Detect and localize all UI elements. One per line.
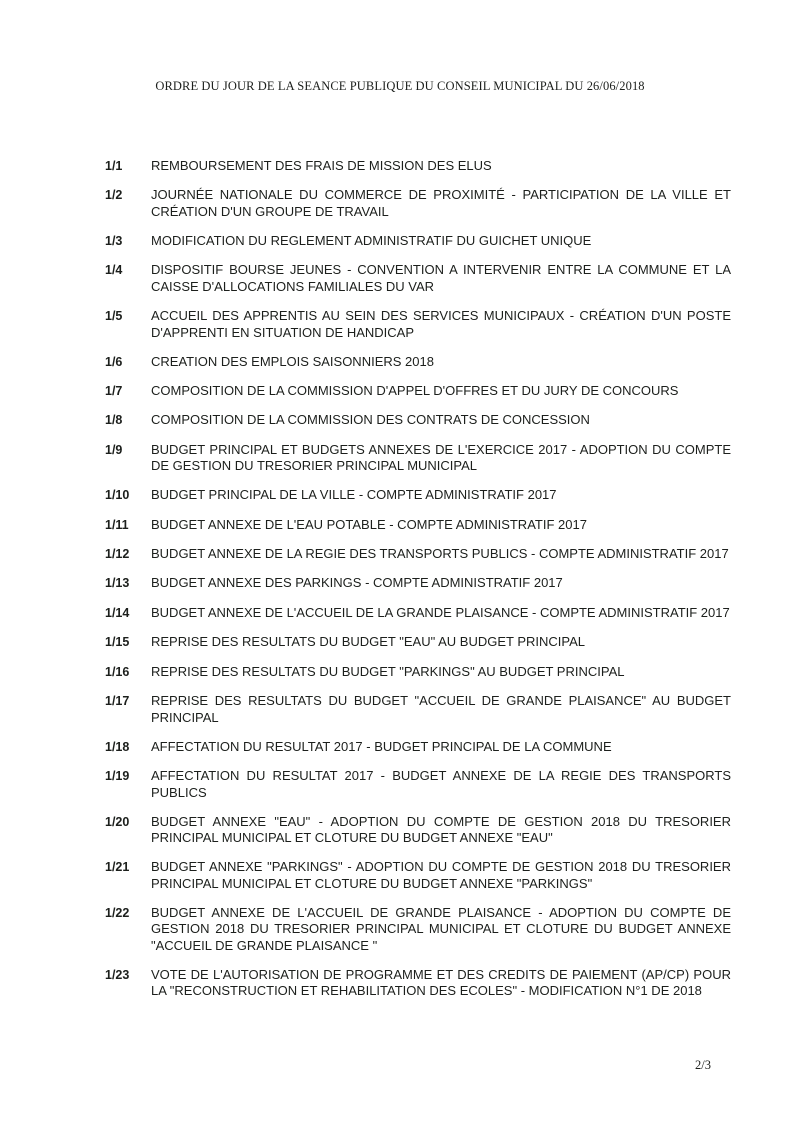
item-text: BUDGET ANNEXE DE L'EAU POTABLE - COMPTE ADMINISTRATIF 2017 — [151, 516, 587, 532]
item-text: BUDGET ANNEXE "PARKINGS" - ADOPTION DU COMPTE DE GESTION 2018 DU TRESORIER PRINCIPAL MUNICIPAL ET CLOTURE DU BUDGET ANNEXE "PARKINGS" — [151, 859, 731, 891]
item-number: 1/8 — [105, 413, 123, 428]
item-text: BUDGET ANNEXE DE L'ACCUEIL DE LA GRANDE PLAISANCE - COMPTE ADMINISTRATIF 2017 — [151, 604, 730, 620]
item-text: BUDGET PRINCIPAL ET BUDGETS ANNEXES DE L'EXERCICE 2017 - ADOPTION DU COMPTE DE GESTION DU TRESORIER PRINCIPAL MUNICIPAL — [151, 441, 731, 474]
item-number: 1/7 — [105, 383, 123, 398]
agenda-item-12 — [0, 546, 800, 563]
item-text: ACCUEIL DES APPRENTIS AU SEIN DES SERVICES MUNICIPAUX - CRÉATION D'UN POSTE D'APPRENTI EN SITUATION DE HANDICAP — [151, 307, 731, 340]
agenda-item-13 — [0, 575, 800, 592]
item-text: MODIFICATION DU REGLEMENT ADMINISTRATIF DU GUICHET UNIQUE — [151, 232, 592, 248]
agenda-item-5 — [0, 308, 800, 341]
agenda-item-10 — [0, 487, 800, 504]
item-number: 1/19 — [105, 768, 130, 783]
agenda-item-15 — [0, 634, 800, 651]
item-text: REPRISE DES RESULTATS DU BUDGET "EAU" AU BUDGET PRINCIPAL — [151, 634, 585, 650]
item-number: 1/2 — [105, 188, 123, 203]
item-number: 1/11 — [105, 517, 129, 532]
item-text: COMPOSITION DE LA COMMISSION DES CONTRATS DE CONCESSION — [151, 412, 590, 428]
agenda-item-17 — [0, 693, 800, 726]
agenda-item-2 — [0, 187, 800, 220]
item-text: JOURNÉE NATIONALE DU COMMERCE DE PROXIMITÉ - PARTICIPATION DE LA VILLE ET CRÉATION D'UN GROUPE DE TRAVAIL — [151, 187, 731, 219]
item-number: 1/15 — [105, 635, 130, 650]
agenda-item-8 — [0, 412, 800, 429]
item-number: 1/4 — [105, 263, 123, 278]
item-text: REPRISE DES RESULTATS DU BUDGET "ACCUEIL DE GRANDE PLAISANCE" AU BUDGET PRINCIPAL — [151, 693, 731, 725]
item-number: 1/1 — [105, 159, 123, 173]
item-text: AFFECTATION DU RESULTAT 2017 - BUDGET ANNEXE DE LA REGIE DES TRANSPORTS PUBLICS — [151, 767, 731, 800]
item-number: 1/23 — [105, 967, 130, 982]
item-text: REPRISE DES RESULTATS DU BUDGET "PARKINGS" AU BUDGET PRINCIPAL — [151, 663, 625, 679]
agenda-item-20 — [0, 814, 800, 847]
item-text: BUDGET ANNEXE DE LA REGIE DES TRANSPORTS PUBLICS - COMPTE ADMINISTRATIF 2017 — [151, 546, 729, 562]
item-number: 1/18 — [105, 739, 130, 754]
agenda-item-19 — [0, 768, 800, 801]
agenda-list — [0, 158, 800, 1012]
item-text: BUDGET ANNEXE DES PARKINGS - COMPTE ADMINISTRATIF 2017 — [151, 575, 563, 591]
agenda-item-9 — [0, 442, 800, 475]
agenda-item-6 — [0, 354, 800, 371]
page-number: 2/3 — [695, 1058, 711, 1072]
agenda-item-7 — [0, 383, 800, 400]
item-number: 1/13 — [105, 576, 130, 591]
item-text: BUDGET ANNEXE DE L'ACCUEIL DE GRANDE PLAISANCE - ADOPTION DU COMPTE DE GESTION 2018 DU TRESORIER PRINCIPAL MUNICIPAL ET CLOTURE DU BUDGET ANNEXE "ACCUEIL DE GRANDE PLAISANCE " — [151, 904, 731, 953]
item-number: 1/22 — [105, 905, 130, 920]
item-number: 1/5 — [105, 308, 123, 323]
agenda-item-14 — [0, 605, 800, 622]
item-number: 1/14 — [105, 605, 130, 620]
item-text: REMBOURSEMENT DES FRAIS DE MISSION DES ELUS — [151, 158, 492, 173]
agenda-item-4 — [0, 262, 800, 295]
item-number: 1/9 — [105, 442, 123, 457]
item-number: 1/10 — [105, 488, 130, 503]
item-text: DISPOSITIF BOURSE JEUNES - CONVENTION A INTERVENIR ENTRE LA COMMUNE ET LA CAISSE D'ALLOCATIONS FAMILIALES DU VAR — [151, 262, 731, 294]
agenda-item-22 — [0, 905, 800, 955]
item-text: BUDGET ANNEXE "EAU" - ADOPTION DU COMPTE DE GESTION 2018 DU TRESORIER PRINCIPAL MUNICIPAL ET CLOTURE DU BUDGET ANNEXE "EAU" — [151, 813, 731, 846]
item-number: 1/16 — [105, 664, 130, 679]
item-number: 1/17 — [105, 694, 130, 708]
agenda-item-23 — [0, 967, 800, 1000]
item-text: COMPOSITION DE LA COMMISSION D'APPEL D'OFFRES ET DU JURY DE CONCOURS — [151, 382, 679, 398]
agenda-item-1 — [0, 158, 800, 175]
item-number: 1/12 — [105, 547, 130, 562]
item-text: VOTE DE L'AUTORISATION DE PROGRAMME ET DES CREDITS DE PAIEMENT (AP/CP) POUR LA "RECONSTRUCTION ET REHABILITATION DES ECOLES" - MODIFICATION N°1 DE 2018 — [151, 966, 731, 999]
item-number: 1/6 — [105, 354, 123, 369]
agenda-item-11 — [0, 517, 800, 534]
item-number: 1/3 — [105, 233, 123, 248]
agenda-item-21 — [0, 859, 800, 892]
item-text: AFFECTATION DU RESULTAT 2017 - BUDGET PRINCIPAL DE LA COMMUNE — [151, 738, 612, 754]
agenda-item-16 — [0, 664, 800, 681]
agenda-item-3 — [0, 233, 800, 250]
page-title: ORDRE DU JOUR DE LA SEANCE PUBLIQUE DU CONSEIL MUNICIPAL DU 26/06/2018 — [155, 79, 645, 93]
item-number: 1/21 — [105, 860, 130, 875]
item-number: 1/20 — [105, 814, 130, 829]
item-text: CREATION DES EMPLOIS SAISONNIERS 2018 — [151, 353, 434, 369]
item-text: BUDGET PRINCIPAL DE LA VILLE - COMPTE ADMINISTRATIF 2017 — [151, 487, 557, 503]
agenda-item-18 — [0, 739, 800, 756]
